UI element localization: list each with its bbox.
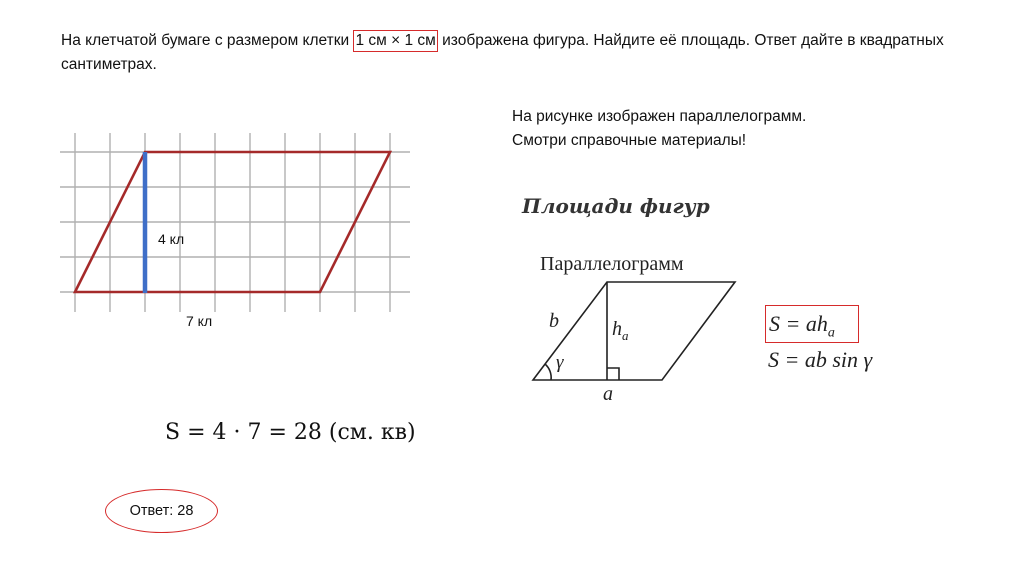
task-text-after: изображена фигура. Найдите её площадь. Ответ дайте в квадратных сантиметрах. (61, 32, 944, 73)
answer-text: Ответ: 28 (129, 503, 194, 519)
base-label: 7 кл (186, 313, 213, 329)
grid-paper (60, 133, 410, 312)
formula-sah-main: S = ah (769, 311, 828, 336)
formula-sah-boxed (765, 305, 859, 343)
area-formula: S = 4 · 7 = 28 (см. кв) (165, 420, 416, 445)
hint-line-2: Смотри справочные материалы! (512, 132, 747, 149)
formula-sin: S = ab sin γ (768, 347, 873, 372)
answer-oval (105, 489, 218, 533)
height-h-letter: h (612, 318, 622, 340)
formula-sah-subscript: a (827, 325, 835, 341)
side-b-label: b (549, 310, 559, 332)
height-h-subscript: a (622, 328, 629, 343)
task-text-before: На клетчатой бумаге с размером клетки (61, 32, 354, 49)
side-a-label: a (603, 383, 613, 405)
hint-line-1: На рисунке изображен параллелограмм. (512, 108, 807, 125)
cell-size-highlight: 1 см × 1 см (353, 30, 437, 52)
height-h-label (612, 318, 629, 344)
reference-subtitle: Параллелограмм (540, 253, 684, 275)
angle-label: γ (556, 352, 564, 373)
reference-title: Площади фигур (522, 194, 710, 218)
height-label: 4 кл (158, 231, 185, 247)
